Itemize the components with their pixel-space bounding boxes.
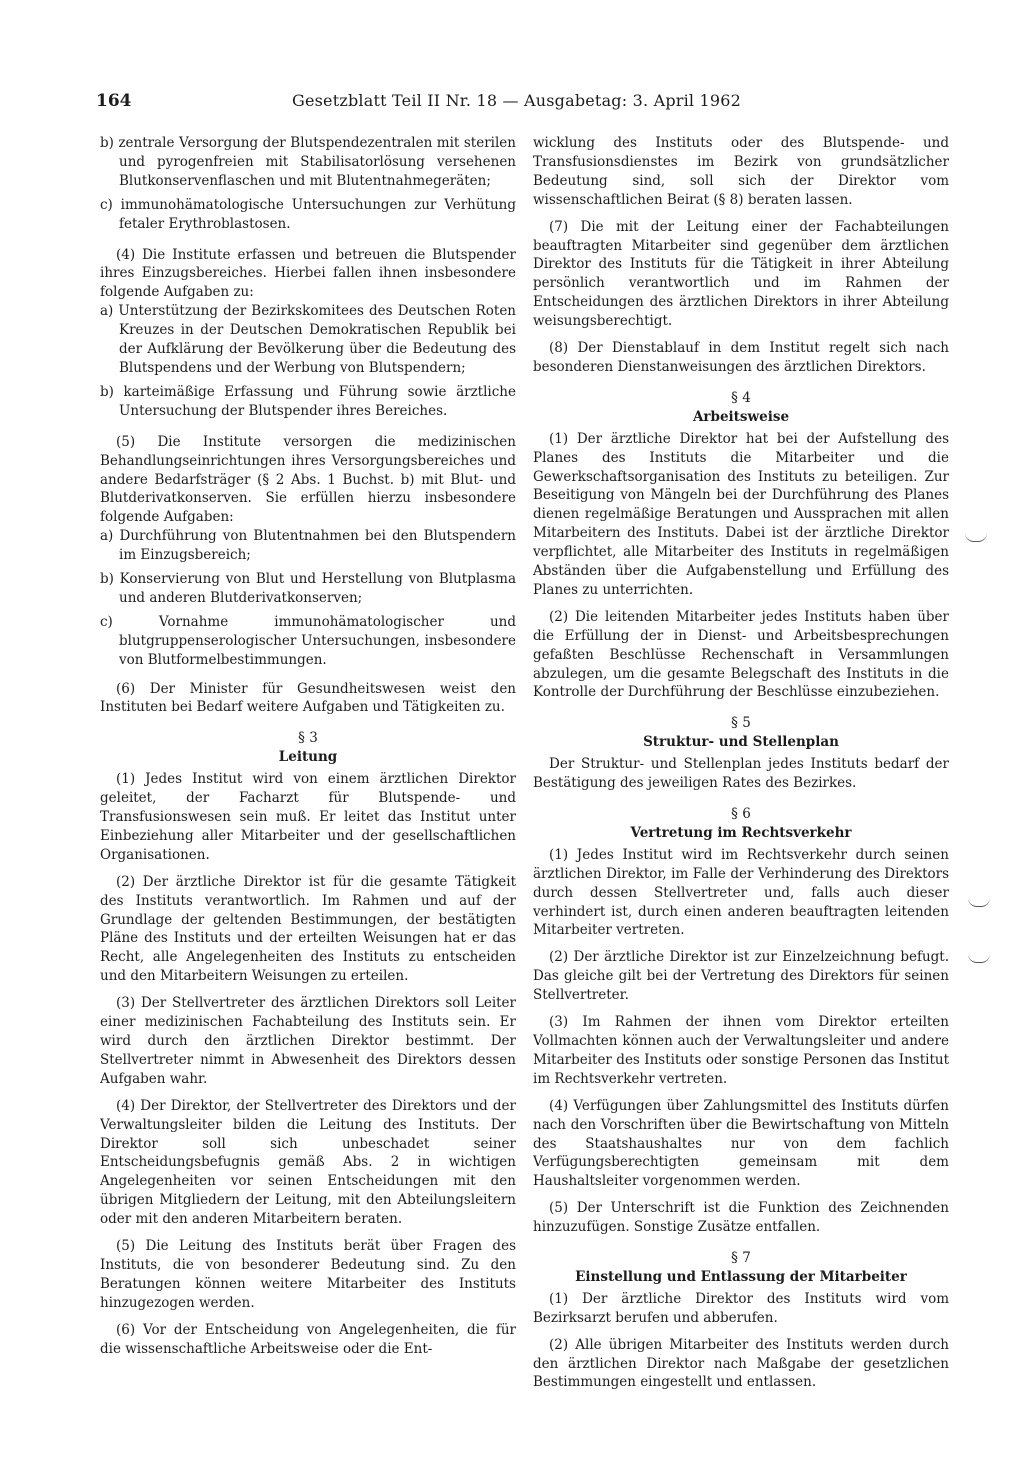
section-heading: [533, 1249, 949, 1287]
list-item: b) Konservierung von Blut und Herstellung von Blutplasma und anderen Blutderivatkonserven;: [100, 571, 516, 606]
section-number: § 7: [731, 1250, 751, 1267]
section-heading: [533, 714, 949, 752]
left-column: [100, 134, 516, 1444]
section-number: § 6: [731, 806, 751, 822]
list-item: c) Vornahme immunohämatologischer und blutgruppenserologischer Untersuchungen, insbesondere von Blutformelbestimmungen.: [100, 613, 516, 668]
page-header: [96, 90, 966, 116]
section-title: Leitung: [278, 749, 338, 766]
page-number: 164: [96, 91, 132, 111]
paragraph: (3) Im Rahmen der ihnen vom Direktor erteilten Vollmachten können auch der Verwaltungsleiter und andere Mitarbeiter des Instituts oder sonstige Personen das Institut im Rechtsverkehr vertreten.: [533, 1014, 949, 1087]
paragraph: wicklung des Instituts oder des Blutspende- und Transfusionsdienstes im Bezirk von grundsätzlicher Bedeutung sind, soll sich der Direktor vom wissenschaftlichen Beirat (§ 8) beraten lassen.: [533, 135, 949, 208]
paragraph: (7) Die mit der Leitung einer der Fachabteilungen beauftragten Mitarbeiter sind gegenüber dem ärztlichen Direktor des Instituts für die Tätigkeit in ihrer Abteilung persönlich verantwortlich und im Rahmen der Entscheidungen des ärztlichen Direktors in ihrer Abteilung weisungsberechtigt.: [533, 218, 949, 330]
paragraph: (6) Der Minister für Gesundheitswesen weist den Instituten bei Bedarf weitere Aufgaben und Tätigkeiten zu.: [100, 680, 516, 716]
paragraph: (8) Der Dienstablauf in dem Institut regelt sich nach besonderen Dienstanweisungen des ärztlichen Direktors.: [533, 340, 949, 375]
section-title: Vertretung im Rechtsverkehr: [630, 824, 852, 841]
paragraph: (4) Die Institute erfassen und betreuen die Blutspender ihres Einzugsbereiches. Hierbei fallen ihnen insbesondere folgende Aufgaben zu:: [100, 246, 516, 301]
paragraph: (3) Der Stellvertreter des ärztlichen Direktors soll Leiter einer medizinischen Fachabteilung des Instituts sein. Er wird durch den ärztlichen Direktor bestimmt. Der Stellvertreter nimmt in Abwesenheit des Direktors dessen Aufgaben wahr.: [100, 995, 516, 1087]
running-title: Gesetzblatt Teil II Nr. 18 — Ausgabetag: 3. April 1962: [292, 91, 742, 110]
section-title: Einstellung und Entlassung der Mitarbeiter: [575, 1268, 907, 1285]
paragraph: (1) Der ärztliche Direktor hat bei der Aufstellung des Planes des Instituts die Mitarbeiter und die Gewerkschaftsorganisation des Instituts zu beteiligen. Zur Beseitigung von Mängeln bei der Durchführung des Planes dienen regelmäßige Beratungen und Aussprachen mit allen Mitarbeitern des Instituts. Dabei ist der ärztliche Direktor verpflichtet, alle Mitarbeiter des Instituts in regelmäßigen Abständen über die Aufgabenstellung und Erfüllung des Planes zu unterrichten.: [533, 430, 949, 598]
paragraph: (2) Der ärztliche Direktor ist für die gesamte Tätigkeit des Instituts verantwortlich. Im Rahmen und auf der Grundlage der geltenden Bestimmungen, der bestätigten Pläne des Instituts und der erteilten Weisungen hat er das Recht, alle Angelegenheiten des Instituts zu entscheiden und den Mitarbeitern Weisungen zu erteilen.: [100, 873, 516, 985]
scan-mark: [968, 898, 990, 907]
section-heading: [533, 805, 949, 843]
list-item: b) karteimäßige Erfassung und Führung sowie ärztliche Untersuchung der Blutspender ihres Bereiches.: [100, 383, 516, 419]
section-number: § 5: [731, 715, 751, 732]
paragraph: (5) Die Leitung des Instituts berät über Fragen des Instituts, die von besonderer Bedeutung sind. Zu den Beratungen können weitere Mitarbeiter des Instituts hinzugezogen werden.: [100, 1238, 516, 1311]
right-column: [533, 134, 949, 1444]
paragraph: (4) Der Direktor, der Stellvertreter des Direktors und der Verwaltungsleiter bilden die Leitung des Instituts. Der Direktor soll sich unbeschadet seiner Entscheidungsbefugnis gemäß Abs. 2 in wichtigen Angelegenheiten vor seinen Entscheidungen mit den übrigen Mitgliedern der Leitung, mit den Abteilungsleitern oder mit den anderen Mitarbeitern beraten.: [100, 1097, 516, 1228]
paragraph: (5) Der Unterschrift ist die Funktion des Zeichnenden hinzuzufügen. Sonstige Zusätze entfallen.: [533, 1200, 949, 1236]
list-item: b) zentrale Versorgung der Blutspendezentralen mit sterilen und pyrogenfreien mit Stabilisatorlösung versehenen Blutkonservenflaschen und mit Blutentnahmegeräten;: [100, 135, 516, 189]
paragraph: Der Struktur- und Stellenplan jedes Instituts bedarf der Bestätigung des jeweiligen Rates des Bezirkes.: [533, 756, 949, 792]
scan-mark: [968, 954, 990, 963]
scan-mark: [965, 533, 987, 542]
list-item: a) Unterstützung der Bezirkskomitees des Deutschen Roten Kreuzes in der Deutschen Demokratischen Republik bei der Aufklärung der Bevölkerung über die Bedeutung des Blutspendens und der Werbung von Blutspendern;: [100, 303, 516, 376]
section-heading: [533, 389, 949, 427]
section-number: § 3: [298, 730, 318, 747]
paragraph: (1) Jedes Institut wird von einem ärztlichen Direktor geleitet, der Facharzt für Blutspende- und Transfusionswesen sein muß. Er leitet das Institut unter Einbeziehung aller Mitarbeiter und der gesellschaftlichen Organisationen.: [100, 771, 516, 863]
paragraph: (2) Der ärztliche Direktor ist zur Einzelzeichnung befugt. Das gleiche gilt bei der Vertretung des Direktors für seinen Stellvertreter.: [533, 949, 949, 1004]
list-item: c) immunohämatologische Untersuchungen zur Verhütung fetaler Erythroblastosen.: [100, 196, 516, 232]
paragraph: (1) Jedes Institut wird im Rechtsverkehr durch seinen ärztlichen Direktor, im Falle der Verhinderung des Direktors durch dessen Stellvertreter und, falls auch dieser verhindert ist, durch einen anderen beauftragten leitenden Mitarbeiter vertreten.: [533, 846, 949, 939]
section-heading: [100, 729, 516, 767]
paragraph: (1) Der ärztliche Direktor des Instituts wird vom Bezirksarzt berufen und abberufen.: [533, 1290, 949, 1326]
list-item: a) Durchführung von Blutentnahmen bei den Blutspendern im Einzugsbereich;: [100, 528, 516, 564]
paragraph: (6) Vor der Entscheidung von Angelegenheiten, die für die wissenschaftliche Arbeitsweise oder die Ent-: [100, 1321, 516, 1357]
paragraph: (4) Verfügungen über Zahlungsmittel des Instituts dürfen nach den Vorschriften über die Bewirtschaftung von Mitteln des Staatshaushaltes nur von dem fachlich Verfügungsberechtigten gemeinsam mit dem Haushaltsleiter vorgenommen werden.: [533, 1097, 949, 1190]
paragraph: (2) Die leitenden Mitarbeiter jedes Instituts haben über die Erfüllung der in Dienst- und Arbeitsbesprechungen gefaßten Beschlüsse Rechenschaft in Versammlungen abzulegen, um die gesamte Belegschaft des Instituts in die Kontrolle der Durchführung der Beschlüsse einzubeziehen.: [533, 608, 949, 701]
section-title: Arbeitsweise: [692, 408, 790, 425]
section-number: § 4: [731, 389, 751, 406]
section-title: Struktur- und Stellenplan: [643, 734, 839, 751]
paragraph: (2) Alle übrigen Mitarbeiter des Instituts werden durch den ärztlichen Direktor nach Maßgabe der gesetzlichen Bestimmungen eingestellt und entlassen.: [533, 1336, 949, 1391]
paragraph: (5) Die Institute versorgen die medizinischen Behandlungseinrichtungen ihres Versorgungsbereiches und andere Bedarfsträger (§ 2 Abs. 1 Buchst. b) mit Blut- und Blutderivatkonserven. Sie erfüllen hierzu insbesondere folgende Aufgaben:: [100, 433, 516, 526]
